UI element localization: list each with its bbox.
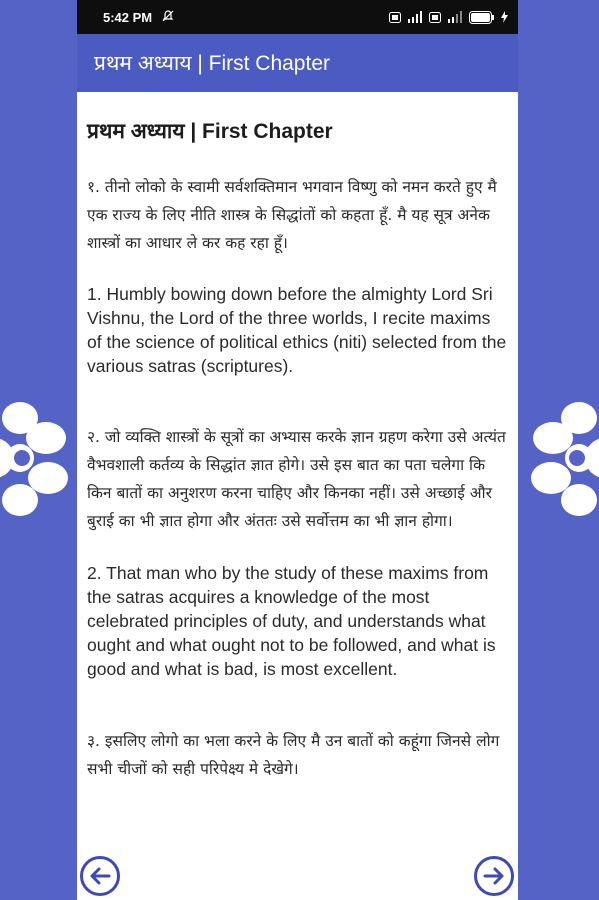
signal-strength-icon-2 <box>447 11 463 23</box>
signal-strength-icon <box>407 11 423 23</box>
notification-muted-icon <box>162 10 174 25</box>
app-bar-title: प्रथम अध्याय | First Chapter <box>94 52 330 75</box>
previous-chapter-button[interactable] <box>80 856 120 896</box>
verse-1-english: 1. Humbly bowing down before the almighty Lord Sri Vishnu, the Lord of the three worlds, I recite maxims of the science of political ethics (niti) selected from the various satras (scriptures). <box>87 284 507 376</box>
arrow-left-icon <box>89 867 111 885</box>
verse-2-english: 2. That man who by the study of these maxims from the satras acquires a knowledge of the most celebrated principles of duty, and understands what ought and what ought not to be followed, and what is good and what is bad, is most excellent. <box>87 563 496 679</box>
verse-2-hindi: २. जो व्यक्ति शास्त्रों के सूत्रों का अभ्यास करके ज्ञान ग्रहण करेगा उसे अत्यंत वैभवशाली कर्तव्य के सिद्धांत ज्ञात होगे। उसे इस बात का पता चलेगा कि किन बातों का अनुशरण करना चाहिए और किनका नहीं। उसे अच्छाई और बुराई का भी ज्ञात होगा और अंततः उसे सर्वोत्तम का भी ज्ञान होगा। <box>87 428 506 530</box>
flower-decoration-left <box>0 378 80 538</box>
status-bar <box>77 0 518 34</box>
phone-screen <box>77 0 518 900</box>
volte-icon <box>389 12 401 23</box>
volte-icon-2 <box>429 12 441 23</box>
status-time: 5:42 PM <box>103 9 153 25</box>
arrow-right-icon <box>483 867 505 885</box>
chapter-heading: प्रथम अध्याय | First Chapter <box>87 120 333 143</box>
app-bar <box>77 34 518 92</box>
next-chapter-button[interactable] <box>474 856 514 896</box>
verse-1-hindi: १. तीनो लोको के स्वामी सर्वशक्तिमान भगवान विष्णु को नमन करते हुए मै एक राज्य के लिए नीति शास्त्र के सिद्धांतों को कहता हूँ. मै यह सूत्र अनेक शास्त्रों का आधार ले कर कह रहा हूँ। <box>87 178 497 252</box>
verse-3-hindi: ३. इसलिए लोगो का भला करने के लिए मै उन बातों को कहूंगा जिनसे लोग सभी चीजों को सही परिपेक्ष्य मे देखेगे। <box>87 732 500 778</box>
charging-icon <box>501 11 508 23</box>
chapter-content[interactable] <box>77 116 518 900</box>
battery-icon <box>469 11 495 24</box>
flower-decoration-right <box>519 378 599 538</box>
